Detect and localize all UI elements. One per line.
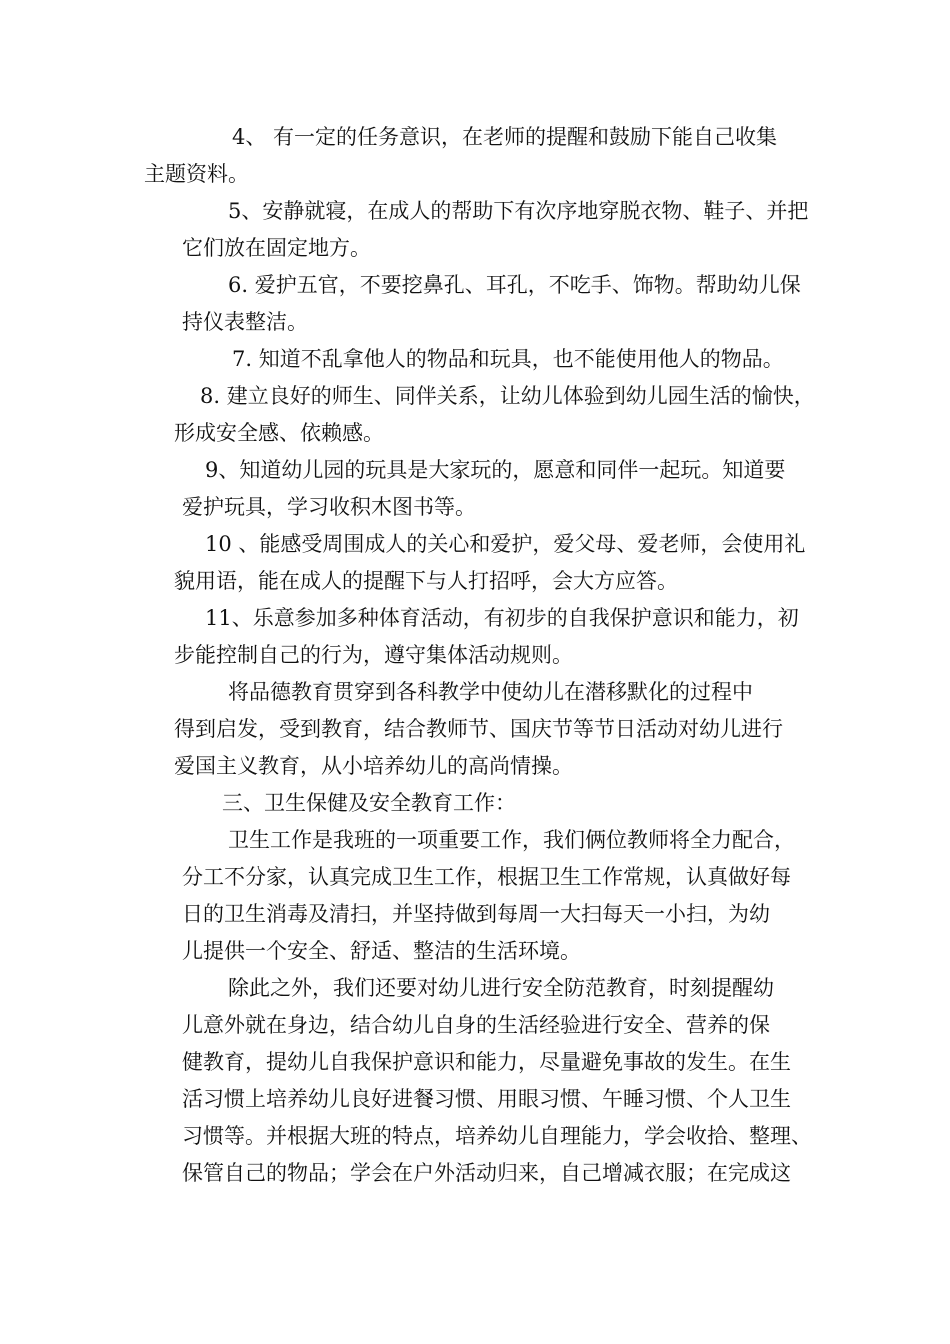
text-line: 分工不分家，认真完成卫生工作，根据卫生工作常规，认真做好每 [182,865,791,889]
text-line: 5、安静就寝，在成人的帮助下有次序地穿脱衣物、鞋子、并把 [228,199,809,223]
text-line: 健教育，提幼儿自我保护意识和能力，尽量避免事故的发生。在生 [182,1050,791,1074]
text-line: 7. 知道不乱拿他人的物品和玩具，也不能使用他人的物品。 [232,347,784,371]
text-line: 将品德教育贯穿到各科教学中使幼儿在潜移默化的过程中 [228,680,753,704]
text-line: 4、 有一定的任务意识，在老师的提醒和鼓励下能自己收集 [232,125,778,149]
text-line: 持仪表整洁。 [182,310,308,334]
text-line: 9、知道幼儿园的玩具是大家玩的，愿意和同伴一起玩。知道要 [205,458,786,482]
text-line: 日的卫生消毒及清扫，并坚持做到每周一大扫每天一小扫，为幼 [182,902,770,926]
text-line: 8. 建立良好的师生、同伴关系，让幼儿体验到幼儿园生活的愉快， [200,384,815,408]
text-line: 主题资料。 [144,162,249,186]
text-line: 形成安全感、依赖感。 [174,421,384,445]
text-line: 6. 爱护五官，不要挖鼻孔、耳孔，不吃手、饰物。帮助幼儿保 [228,273,801,297]
text-line: 习惯等。并根据大班的特点，培养幼儿自理能力，学会收拾、整理、 [182,1124,812,1148]
text-line: 除此之外，我们还要对幼儿进行安全防范教育，时刻提醒幼 [228,976,774,1000]
text-line: 爱护玩具，学习收积木图书等。 [182,495,476,519]
text-line: 它们放在固定地方。 [182,236,371,260]
text-line: 儿意外就在身边，结合幼儿自身的生活经验进行安全、营养的保 [182,1013,770,1037]
section-heading: 三、卫生保健及安全教育工作： [222,791,516,815]
text-line: 步能控制自己的行为，遵守集体活动规则。 [174,643,573,667]
text-line: 10 、能感受周围成人的关心和爱护，爱父母、爱老师，会使用礼 [205,532,806,556]
text-line: 貌用语，能在成人的提醒下与人打招呼，会大方应答。 [174,569,678,593]
text-line: 活习惯上培养幼儿良好进餐习惯、用眼习惯、午睡习惯、个人卫生 [182,1087,791,1111]
text-line: 得到启发，受到教育，结合教师节、国庆节等节日活动对幼儿进行 [174,717,783,741]
text-line: 卫生工作是我班的一项重要工作，我们俩位教师将全力配合， [228,828,795,852]
text-line: 儿提供一个安全、舒适、整洁的生活环境。 [182,939,581,963]
text-line: 爱国主义教育，从小培养幼儿的高尚情操。 [174,754,573,778]
text-line: 保管自己的物品；学会在户外活动归来，自己增减衣服；在完成这 [182,1161,791,1185]
text-line: 11、乐意参加多种体育活动，有初步的自我保护意识和能力，初 [205,606,799,630]
